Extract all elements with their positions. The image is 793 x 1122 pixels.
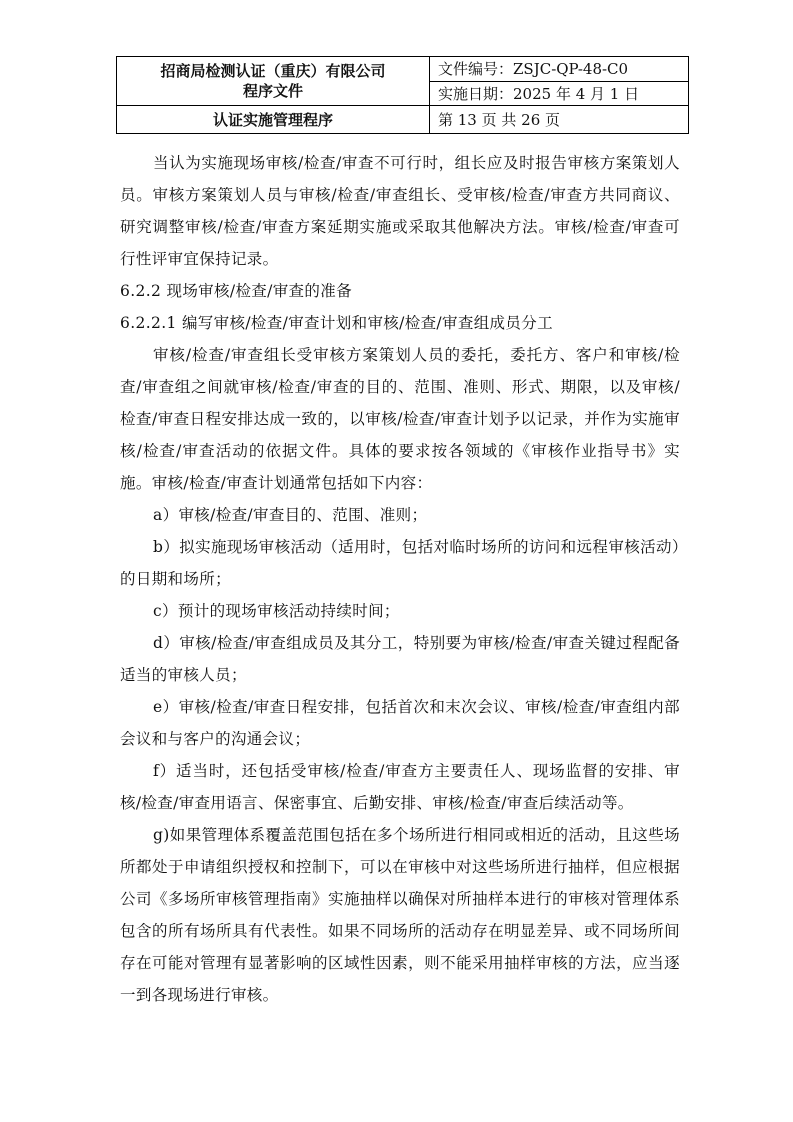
effective-date: 实施日期：2025 年 4 月 1 日 — [430, 82, 689, 106]
list-item-e: e）审核/检查/审查日程安排，包括首次和末次会议、审核/检查/审查组内部会议和与客户的沟通会议； — [120, 698, 680, 748]
paragraph-feasibility: 当认为实施现场审核/检查/审查不可行时，组长应及时报告审核方案策划人员。审核方案策划人员与审核/检查/审查组长、受审核/检查/审查方共同商议、研究调整审核/检查/审查方案延期实施或采取其他解决方法。审核/检查/审查可行性评审宜保持记录。 — [120, 154, 680, 268]
company-cell — [117, 57, 430, 106]
list-item-g: g)如果管理体系覆盖范围包括在多个场所进行相同或相近的活动，且这些场所都处于申请组织授权和控制下，可以在审核中对这些场所进行抽样，但应根据公司《多场所审核管理指南》实施抽样以确保对所抽样本进行的审核对管理体系包含的所有场所具有代表性。如果不同场所的活动存在明显差异、或不同场所间存在可能对管理有显著影响的区域性因素，则不能采用抽样审核的方法，应当逐一到各现场进行审核。 — [120, 826, 680, 1004]
list-item-f: f）适当时，还包括受审核/检查/审查方主要责任人、现场监督的安排、审核/检查/审查用语言、保密事宜、后勤安排、审核/检查/审查后续活动等。 — [120, 762, 680, 812]
page-number: 第 13 页 共 26 页 — [430, 106, 689, 134]
list-item-d: d）审核/检查/审查组成员及其分工，特别要为审核/检查/审查关键过程配备适当的审核人员； — [120, 634, 680, 684]
document-type: 程序文件 — [242, 82, 303, 100]
document-header-table — [116, 56, 689, 134]
document-title: 认证实施管理程序 — [117, 106, 430, 134]
section-heading-6-2-2: 6.2.2 现场审核/检查/审查的准备 — [120, 282, 352, 300]
paragraph-audit-plan: 审核/检查/审查组长受审核方案策划人员的委托，委托方、客户和审核/检查/审查组之间就审核/检查/审查的目的、范围、准则、形式、期限，以及审核/检查/审查日程安排达成一致的，以审核/检查/审查计划予以记录，并作为实施审核/检查/审查活动的依据文件。具体的要求按各领域的《审核作业指导书》实施。审核/检查/审查计划通常包括如下内容： — [120, 346, 680, 492]
document-number: 文件编号：ZSJC-QP-48-C0 — [430, 57, 689, 82]
document-body — [120, 147, 680, 1011]
list-item-a: a）审核/检查/审查目的、范围、准则； — [153, 506, 428, 524]
list-item-b: b）拟实施现场审核活动（适用时，包括对临时场所的访问和远程审核活动）的日期和场所； — [120, 538, 680, 588]
list-item-c: c）预计的现场审核活动持续时间； — [153, 602, 400, 620]
company-name: 招商局检测认证（重庆）有限公司 — [160, 62, 386, 80]
section-heading-6-2-2-1: 6.2.2.1 编写审核/检查/审查计划和审核/检查/审查组成员分工 — [120, 314, 553, 332]
